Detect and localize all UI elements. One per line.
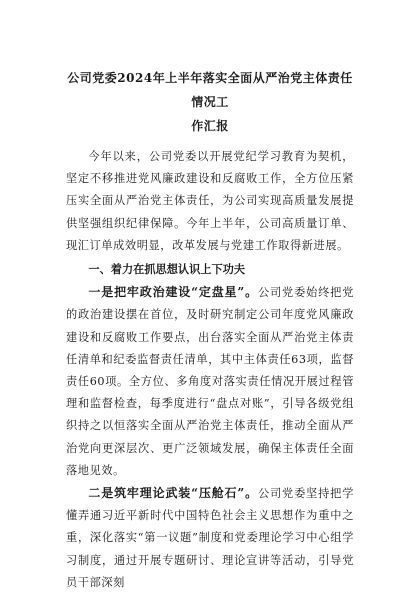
item-lead-2: 二是筑牢理论武装“压舱石”。 <box>88 486 258 501</box>
intro-paragraph: 今年以来，公司党委以开展党纪学习教育为契机，坚定不移推进党风廉政建设和反腐败工作，全方位压紧压实全面从严治党主体责任，为公司实现高质量发展提供坚强组织纪律保障。今年上半年，公司高质量订单、现汇订单成效明显，改革发展与党建工作取得新进展。 <box>66 150 354 252</box>
item-paragraph-2 <box>66 482 354 594</box>
item-paragraph-1 <box>66 281 354 482</box>
section-heading-1: 一、着力在抓思想认识上下功夫 <box>88 263 246 277</box>
item-body-1: 公司党委始终把党的政治建设摆在首位，及时研究制定公司年度党风廉政建设和反腐败工作要点，出台落实全面从严治党主体责任清单和纪委监督责任清单，其中主体责任63项，监督责任60项。全方位、多角度对落实责任情况开展过程管理和监督检查，每季度进行“盘点对账”，引导各级党组织持之以恒落实全面从严治党主体责任，推动全面从严治党向更深层次、更广泛领域发展，确保主体责任全面落地见效。 <box>66 286 354 477</box>
title-line-1: 公司党委2024年上半年落实全面从严治党主体责任情况工 <box>67 71 353 109</box>
item-lead-1: 一是把牢政治建设“定盘星”。 <box>88 285 258 300</box>
item-body-2: 公司党委坚持把学懂弄通习近平新时代中国特色社会主义思想作为重中之重，深化落实“第一议题”制度和党委理论学习中心组学习制度，通过开展专题研讨、理论宣讲等活动，引导党员干部深刻 <box>66 487 354 589</box>
title-line-2: 作汇报 <box>191 119 229 133</box>
document-title <box>66 66 354 138</box>
